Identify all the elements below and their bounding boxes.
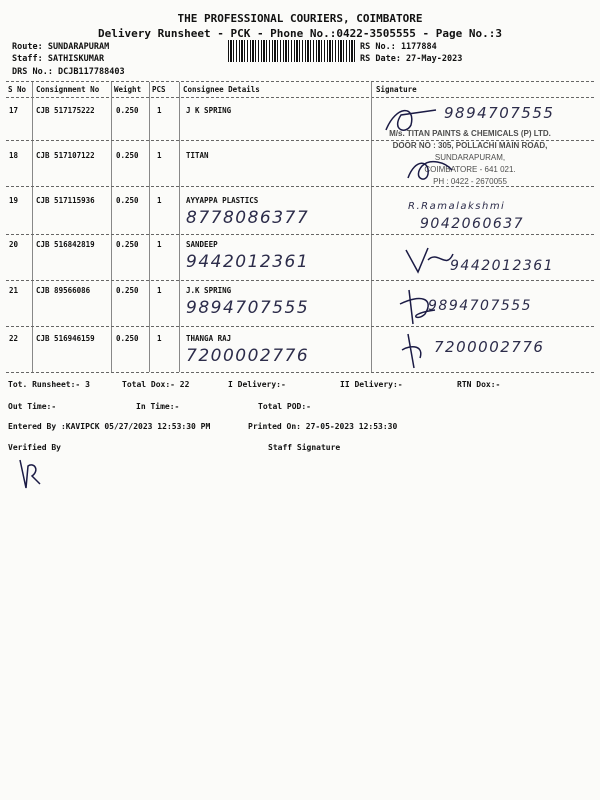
col-header-sno: S No — [8, 85, 27, 94]
rs-date: RS Date: 27-May-2023 — [360, 54, 463, 64]
row-consignee: AYYAPPA PLASTICS — [186, 196, 259, 205]
row-weight: 0.250 — [116, 196, 139, 205]
signature-number: 7200002776 — [434, 338, 545, 356]
row-sno: 20 — [9, 240, 19, 249]
row-sno: 19 — [9, 196, 19, 205]
runsheet-subtitle: Delivery Runsheet - PCK - Phone No.:0422-3505555 - Page No.:3 — [98, 27, 502, 40]
col-header-consignment: Consignment No — [36, 85, 100, 94]
row-sno: 22 — [9, 334, 19, 343]
signer-name: R.Ramalakshmi — [408, 201, 506, 212]
total-dox: Total Dox:- 22 — [122, 380, 190, 389]
i-delivery: I Delivery:- — [228, 380, 286, 389]
row-consignment: CJB 516842819 — [36, 240, 95, 249]
row-weight: 0.250 — [116, 334, 139, 343]
rs-number: RS No.: 1177884 — [360, 42, 437, 52]
col-header-weight: Weight — [114, 85, 142, 94]
staff-signature-label: Staff Signature — [268, 443, 341, 452]
signature-number: 9442012361 — [450, 258, 555, 274]
drs-number: DRS No.: DCJB117788403 — [12, 67, 125, 77]
table-top-rule — [6, 81, 594, 82]
stamp-address: DOOR NO : 305, POLLACHI MAIN ROAD, — [392, 141, 548, 150]
staff-label: Staff: SATHISKUMAR — [12, 54, 105, 64]
row-pcs: 1 — [157, 106, 162, 115]
row-consignment: CJB 516946159 — [36, 334, 95, 343]
verifier-signature — [14, 456, 44, 492]
handwritten-phone: 9894707555 — [186, 298, 310, 318]
rtn-dox: RTN Dox:- — [457, 380, 501, 389]
row-consignee: TITAN — [186, 151, 209, 160]
row-consignment: CJB 517107122 — [36, 151, 95, 160]
signature-number: 9894707555 — [428, 298, 533, 314]
stamp-city: COIMBATORE - 641 021. — [424, 165, 516, 174]
row-pcs: 1 — [157, 286, 162, 295]
row-pcs: 1 — [157, 240, 162, 249]
row-sno: 21 — [9, 286, 19, 295]
row-weight: 0.250 — [116, 286, 139, 295]
in-time: In Time:- — [136, 402, 180, 411]
ii-delivery: II Delivery:- — [340, 380, 403, 389]
row-pcs: 1 — [157, 151, 162, 160]
stamp-area: SUNDARAPURAM, — [434, 153, 506, 162]
col-header-pcs: PCS — [152, 85, 166, 94]
row-consignee: J K SPRING — [186, 106, 232, 115]
total-runsheet: Tot. Runsheet:- 3 — [8, 380, 90, 389]
signature-scribble — [395, 284, 455, 328]
runsheet-company-title: THE PROFESSIONAL COURIERS, COIMBATORE — [177, 12, 423, 25]
route-label: Route: SUNDARAPURAM — [12, 42, 110, 52]
signature-number: 9042060637 — [420, 216, 525, 232]
verified-by-label: Verified By — [8, 443, 61, 452]
signature-scribble — [398, 240, 458, 280]
row-weight: 0.250 — [116, 106, 139, 115]
row-consignment: CJB 89566086 — [36, 286, 91, 295]
row-consignment: CJB 517115936 — [36, 196, 95, 205]
total-pod: Total POD:- — [258, 402, 311, 411]
signature-scribble — [376, 100, 446, 140]
row-consignee: J.K SPRING — [186, 286, 232, 295]
entered-by: Entered By :KAVIPCK 05/27/2023 12:53:30 PM — [8, 422, 211, 431]
row-sno: 18 — [9, 151, 19, 160]
stamp-phone: PH : 0422 - 2670055 — [433, 177, 507, 186]
stamp-company-name: M/s. TITAN PAINTS & CHEMICALS (P) LTD. — [389, 129, 551, 138]
row-consignment: CJB 517175222 — [36, 106, 95, 115]
barcode — [228, 40, 356, 62]
row-weight: 0.250 — [116, 240, 139, 249]
printed-on: Printed On: 27-05-2023 12:53:30 — [248, 422, 398, 431]
table-header-rule — [6, 97, 594, 98]
col-header-signature: Signature — [376, 85, 417, 94]
row-weight: 0.250 — [116, 151, 139, 160]
signature-scribble — [400, 150, 460, 190]
signature-number: 9894707555 — [444, 104, 555, 122]
row-consignee: THANGA RAJ — [186, 334, 232, 343]
signature-scribble — [398, 328, 438, 374]
handwritten-phone: 9442012361 — [186, 252, 310, 272]
handwritten-phone: 8778086377 — [186, 208, 310, 228]
row-sno: 17 — [9, 106, 19, 115]
handwritten-phone: 7200002776 — [186, 346, 310, 366]
col-header-consignee: Consignee Details — [183, 85, 260, 94]
out-time: Out Time:- — [8, 402, 57, 411]
row-pcs: 1 — [157, 196, 162, 205]
row-pcs: 1 — [157, 334, 162, 343]
row-consignee: SANDEEP — [186, 240, 218, 249]
